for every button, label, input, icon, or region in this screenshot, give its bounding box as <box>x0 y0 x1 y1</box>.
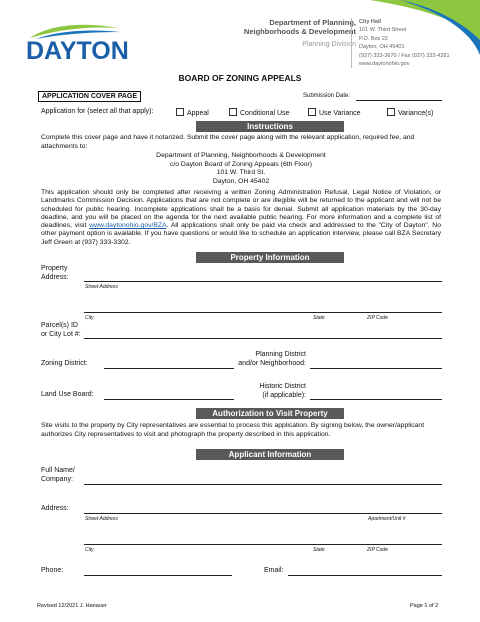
cover-page-label: APPLICATION COVER PAGE <box>38 91 141 102</box>
planning-district-field[interactable] <box>310 368 442 369</box>
city-hall-label: City Hall <box>359 19 382 25</box>
authorization-heading: Authorization to Visit Property <box>196 408 344 419</box>
instructions-body: This application should only be completed after receiving a written Zoning Administration Refusal, Legal Notice of Violation, or Landmarks Commission Decision. Applications that are not complete or are illegible will be returned to the applicant and will not be scheduled for public hearing. Incomplete applications shall be a basis for denial. Submit all application materials by the 30-day deadline, and you will be placed on the agenda for the next available public hearing. For more information and a complete list of deadlines, visit www.daytonohio.gov/BZA. All applications shall only be paid via check and addressed to the "City of Dayton". No other payment option is available. If you have questions or would like to schedule an application interview, please call BZA Secretary Jeff Green at (937) 333-3302. <box>41 189 441 246</box>
historic-district-field[interactable] <box>310 399 442 400</box>
city-caption: City <box>85 315 94 321</box>
website-link[interactable]: www.daytonohio.gov <box>359 61 410 68</box>
dept-name-line2: Neighborhoods & Development <box>243 27 356 36</box>
zoning-district-field[interactable] <box>104 368 234 369</box>
address-line-1: 101 W. Third Street <box>359 27 407 34</box>
dayton-logo <box>26 22 129 65</box>
historic-district-label: Historic District <box>259 383 306 390</box>
submission-date-field[interactable] <box>356 100 442 101</box>
full-name-label: Full Name/ <box>41 467 75 474</box>
email-label: Email: <box>264 567 284 574</box>
division-name: Planning Division <box>302 41 356 48</box>
planning-district-label: Planning District <box>255 351 306 358</box>
applicant-street-caption: Street Address <box>85 516 118 522</box>
appeal-checkbox[interactable] <box>176 108 184 116</box>
revision-note: Revised 12/2021 J. Hanauer <box>37 603 107 609</box>
mailing-address-line-2: c/o Dayton Board of Zoning Appeals (6th Floor) <box>169 160 313 168</box>
mailing-address-line-3: 101 W. Third St. <box>216 169 266 176</box>
dept-name-line1: Department of Planning, <box>269 18 356 27</box>
address-label: Address: <box>41 273 69 281</box>
phone-label: Phone: <box>41 567 64 574</box>
applicant-name-field[interactable] <box>84 484 442 485</box>
property-label: Property <box>41 265 68 272</box>
phone-fax: (937) 333-3670 / Fax (937) 333-4281 <box>359 52 450 59</box>
option-appeal[interactable]: Appeal <box>176 108 209 117</box>
land-use-board-field[interactable] <box>104 399 234 400</box>
variances-checkbox[interactable] <box>387 108 395 116</box>
apartment-unit-caption: Apartment/Unit # <box>368 516 406 522</box>
applicant-city-state-zip-field[interactable] <box>84 544 442 545</box>
phone-field[interactable] <box>84 575 232 576</box>
property-street-field[interactable] <box>84 281 442 282</box>
address-line-3: Dayton, OH 45401 <box>359 44 405 51</box>
applicant-city-caption: City <box>85 547 94 553</box>
street-address-caption: Street Address <box>85 284 118 290</box>
property-info-heading: Property Information <box>196 252 344 263</box>
option-variances[interactable]: Variance(s) <box>387 108 433 117</box>
zip-caption: ZIP Code <box>367 315 388 321</box>
city-lot-label: or City Lot #: <box>41 330 81 338</box>
applicant-street-field[interactable] <box>84 513 442 514</box>
mailing-address-line-4: Dayton, OH 45402 <box>212 177 270 185</box>
form-title: BOARD OF ZONING APPEALS <box>178 73 302 83</box>
applicant-info-heading: Applicant Information <box>196 449 344 460</box>
land-use-board-label: Land Use Board: <box>41 391 94 398</box>
applicant-state-caption: State <box>313 547 325 553</box>
conditional-use-checkbox[interactable] <box>229 108 237 116</box>
option-use-variance[interactable]: Use Variance <box>308 108 361 117</box>
use-variance-checkbox[interactable] <box>308 108 316 116</box>
instructions-intro: Complete this cover page and have it notarized. Submit the cover page along with the relevant application, required fee, and attachments to: <box>41 134 415 150</box>
zoning-district-label: Zoning District: <box>41 360 88 367</box>
email-field[interactable] <box>288 575 442 576</box>
parcel-id-field[interactable] <box>84 338 442 339</box>
parcel-id-label: Parcel(s) ID <box>41 322 78 329</box>
submission-date-label: Submission Date: <box>303 93 351 99</box>
state-caption: State <box>313 315 325 321</box>
company-label: Company: <box>41 476 73 483</box>
property-city-state-zip-field[interactable] <box>84 312 442 313</box>
applicant-zip-caption: ZIP Code <box>367 547 388 553</box>
header-divider <box>351 18 352 68</box>
bza-link[interactable]: www.daytonohio.gov/BZA <box>89 222 167 230</box>
mailing-address-line-1: Department of Planning, Neighborhoods & Development <box>156 152 326 159</box>
address-line-2: P.O. Box 22 <box>359 35 388 42</box>
page-number: Page 1 of 2 <box>410 603 439 609</box>
logo-text: DAYTON <box>26 37 129 65</box>
neighborhood-label: and/or Neighborhood: <box>238 359 306 367</box>
authorization-text: Site visits to the property by City representatives are essential to process this application. By signing below, the owner/applicant authorizes City representatives to visit and photograph the property described in this application. <box>41 422 425 438</box>
instructions-heading: Instructions <box>196 121 344 132</box>
option-conditional-use[interactable]: Conditional Use <box>229 108 289 117</box>
application-for-label: Application for (select all that apply): <box>41 108 154 115</box>
applicant-address-label: Address: <box>41 505 69 512</box>
if-applicable-label: (if applicable): <box>262 391 306 399</box>
